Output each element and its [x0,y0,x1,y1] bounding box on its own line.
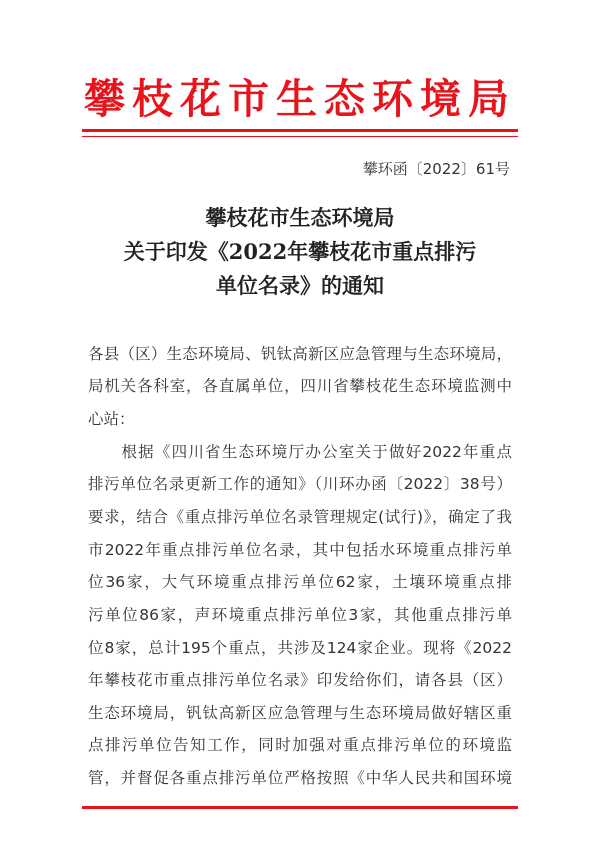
title-line-3: 单位名录》的通知 [216,273,384,298]
header-rule-thin [82,136,518,137]
body-line: 局机关各科室，各直属单位，四川省攀枝花生态环境监测中 [88,377,512,395]
issuing-org-header: 攀枝花市生态环境局 [84,75,516,123]
body-line: 心站： [88,410,135,428]
body-line: 要求，结合《重点排污单位名录管理规定(试行)》，确定了我 [88,508,512,526]
body-line: 生态环境局，钒钛高新区应急管理与生态环境局做好辖区重 [88,704,512,722]
body-line: 位8家，总计195个重点，共涉及124家企业。现将《2022 [88,639,512,657]
title-line-2: 关于印发《2022年攀枝花市重点排污 [123,239,477,264]
body-line: 排污单位名录更新工作的通知》（川环办函〔2022〕38号） [88,475,512,493]
body-line: 污单位86家，声环境重点排污单位3家，其他重点排污单 [88,606,512,624]
body-line: 根据《四川省生态环境厅办公室关于做好2022年重点 [88,443,512,461]
body-line: 点排污单位告知工作，同时加强对重点排污单位的环境监 [88,736,512,754]
body-line: 管，并督促各重点排污单位严格按照《中华人民共和国环境 [88,769,512,787]
body-line: 位36家，大气环境重点排污单位62家，土壤环境重点排 [88,573,512,591]
body-line: 各县（区）生态环境局、钒钛高新区应急管理与生态环境局， [88,345,512,363]
title-line-1: 攀枝花市生态环境局 [205,205,395,230]
header-rule-thick [82,129,518,132]
body-line: 年攀枝花市重点排污单位名录》印发给你们，请各县（区） [88,671,512,689]
footer-rule [82,806,518,809]
body-line: 市2022年重点排污单位名录，其中包括水环境重点排污单 [88,541,512,559]
document-number: 攀环函〔2022〕61号 [362,160,510,178]
